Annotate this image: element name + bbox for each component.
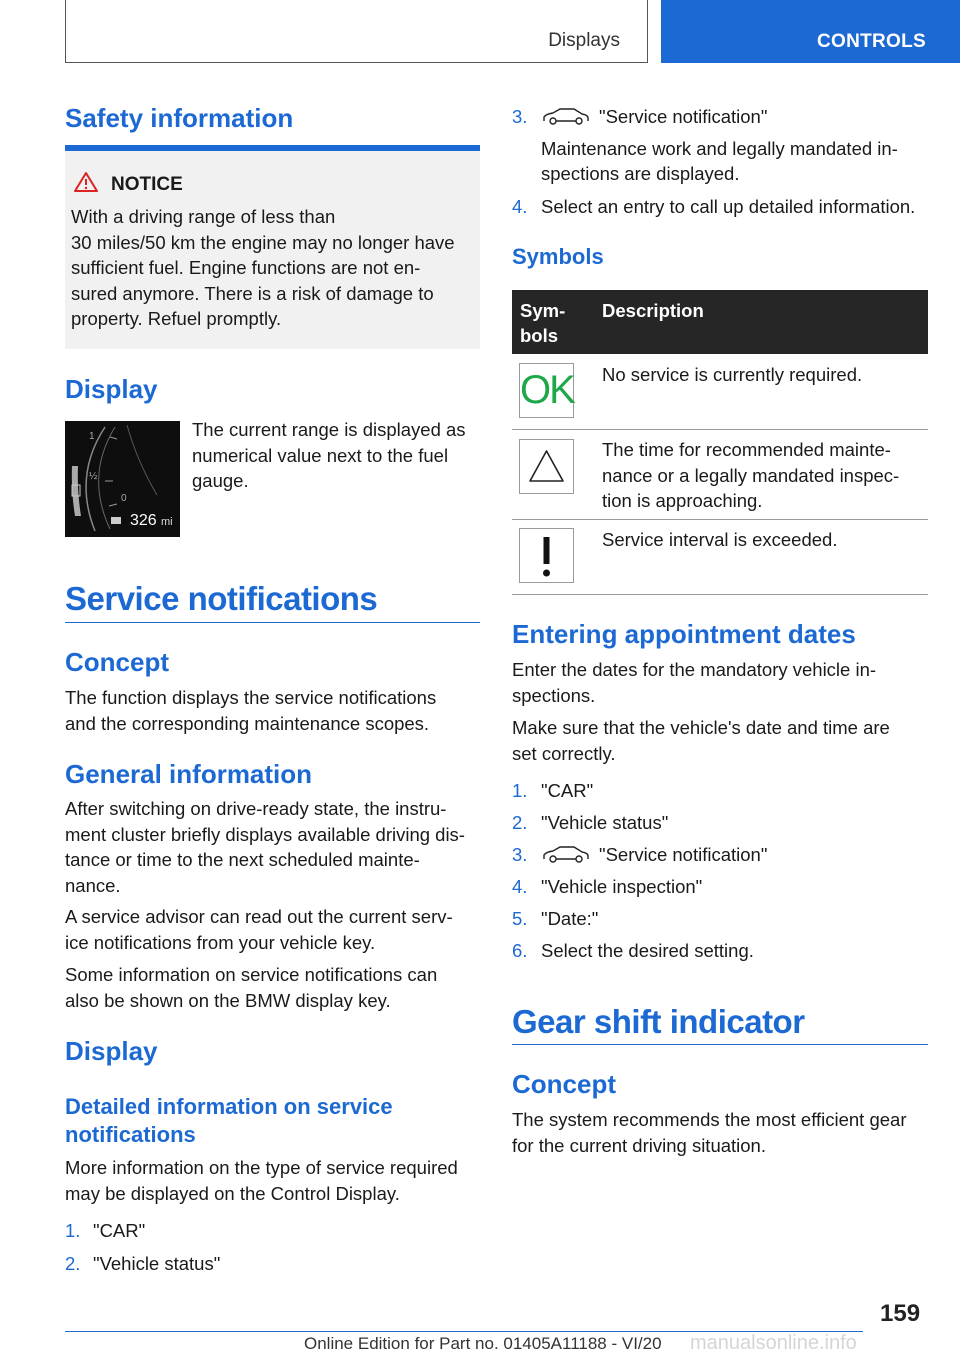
list-number: 2. bbox=[65, 1252, 81, 1274]
exclamation-graphic bbox=[520, 529, 573, 582]
detail-heading-line: notifications bbox=[65, 1122, 196, 1147]
notice-top-bar bbox=[65, 145, 480, 151]
general-line: After switching on drive-ready state, the instru- bbox=[65, 798, 447, 819]
concept-text bbox=[65, 685, 485, 736]
gauge-tick-empty: 0 bbox=[121, 493, 127, 504]
detail-line: may be displayed on the Control Display. bbox=[65, 1182, 400, 1204]
list-number: 5. bbox=[512, 908, 528, 929]
row-desc-line: No service is currently required. bbox=[602, 364, 863, 385]
general-paragraph-2 bbox=[65, 904, 485, 955]
gauge-tick-full: 1 bbox=[89, 431, 95, 442]
table-divider bbox=[512, 429, 928, 430]
list-item bbox=[512, 938, 932, 970]
list-number: 2. bbox=[512, 812, 528, 833]
appointment-line: spections. bbox=[512, 684, 596, 706]
general-line: tance or time to the next scheduled mainte- bbox=[65, 849, 420, 870]
detail-heading-line: Detailed information on service bbox=[65, 1094, 393, 1119]
list-item bbox=[512, 842, 932, 874]
table-divider bbox=[512, 519, 928, 520]
concept-line: and the corresponding maintenance scopes. bbox=[65, 712, 430, 734]
warning-triangle-icon bbox=[73, 171, 99, 193]
ok-icon bbox=[519, 363, 574, 418]
display-subheading: Display bbox=[65, 1036, 158, 1066]
general-information-heading: General information bbox=[65, 759, 313, 789]
row-desc-line: nance or a legally mandated inspec- bbox=[602, 464, 900, 486]
notice-text bbox=[71, 204, 476, 332]
appointment-paragraph-2 bbox=[512, 715, 932, 766]
entering-appointment-dates-heading: Entering appointment dates bbox=[512, 619, 856, 649]
list-text: "CAR" bbox=[541, 780, 594, 801]
general-line: ice notifications from your vehicle key. bbox=[65, 931, 376, 953]
table-row-1-description bbox=[602, 362, 922, 388]
gear-shift-indicator-heading: Gear shift indicator bbox=[512, 1003, 805, 1040]
list-text: "Service notification" bbox=[599, 844, 768, 865]
row-desc-line: The time for recommended mainte- bbox=[602, 439, 891, 460]
appointment-line: Make sure that the vehicle's date and time are bbox=[512, 717, 890, 738]
car-icon bbox=[541, 108, 591, 126]
list-item bbox=[512, 778, 932, 810]
list-item bbox=[512, 104, 932, 130]
heading-rule bbox=[512, 1044, 928, 1045]
list-text: "Service notification" bbox=[599, 106, 768, 127]
list-item bbox=[512, 906, 932, 938]
notice-line: sured anymore. There is a risk of damage to bbox=[71, 282, 434, 304]
list-text: "Vehicle status" bbox=[541, 812, 669, 833]
right-steps-top bbox=[512, 104, 932, 219]
list-item bbox=[512, 194, 932, 220]
exclamation-icon bbox=[519, 528, 574, 583]
display-line: gauge. bbox=[192, 470, 249, 491]
appointment-line: Enter the dates for the mandatory vehicle in- bbox=[512, 659, 877, 680]
detailed-information-text bbox=[65, 1155, 485, 1206]
list-item bbox=[65, 1251, 485, 1277]
concept-line: The function displays the service notifications bbox=[65, 687, 437, 708]
notice-line: With a driving range of less than bbox=[71, 206, 336, 227]
general-line: nance. bbox=[65, 874, 121, 896]
notice-line: sufficient fuel. Engine functions are not en- bbox=[71, 257, 421, 278]
list-number: 1. bbox=[512, 780, 528, 801]
general-line: ment cluster briefly displays available driving dis- bbox=[65, 823, 465, 845]
general-line: A service advisor can read out the current serv- bbox=[65, 906, 453, 927]
ok-symbol-text: OK bbox=[520, 368, 574, 412]
step3-line: Maintenance work and legally mandated in- bbox=[541, 137, 898, 159]
appointment-paragraph-1 bbox=[512, 657, 932, 708]
list-number: 4. bbox=[512, 876, 528, 897]
gear-concept-text bbox=[512, 1107, 932, 1158]
detailed-information-heading bbox=[65, 1093, 393, 1149]
header-symbols-line: bols bbox=[520, 325, 559, 346]
appointment-steps-list bbox=[512, 778, 932, 970]
list-number: 6. bbox=[512, 940, 528, 961]
list-text: Select the desired setting. bbox=[541, 940, 754, 961]
footer-edition: Online Edition for Part no. 01405A11188 - VI/20 bbox=[304, 1334, 662, 1353]
notice-line: 30 miles/50 km the engine may no longer have bbox=[71, 231, 455, 253]
header-symbols bbox=[520, 298, 565, 348]
gauge-range-unit: mi bbox=[161, 516, 173, 528]
left-steps-list bbox=[65, 1218, 485, 1276]
header-symbols-line: Sym- bbox=[520, 300, 566, 321]
symbols-table-header bbox=[512, 290, 928, 354]
general-line: Some information on service notifications can bbox=[65, 964, 438, 985]
appointment-line: set correctly. bbox=[512, 742, 616, 764]
header-chapter-title: CONTROLS bbox=[816, 31, 926, 52]
car-icon bbox=[541, 846, 591, 864]
list-item bbox=[512, 874, 932, 906]
list-number: 3. bbox=[512, 106, 528, 127]
page-number: 159 bbox=[880, 1300, 921, 1327]
header-description: Description bbox=[602, 300, 704, 321]
gear-concept-line: The system recommends the most efficient gear bbox=[512, 1109, 907, 1130]
header-chapter-tab bbox=[661, 0, 960, 63]
triangle-graphic bbox=[520, 440, 573, 493]
heading-rule bbox=[65, 622, 480, 623]
general-line: also be shown on the BMW display key. bbox=[65, 989, 391, 1011]
general-paragraph-3 bbox=[65, 962, 485, 1013]
table-row-3-description bbox=[602, 527, 922, 553]
list-item bbox=[65, 1218, 485, 1244]
table-divider bbox=[512, 594, 928, 595]
list-text: "Date:" bbox=[541, 908, 599, 929]
service-notifications-heading: Service notifications bbox=[65, 580, 378, 617]
row-desc-line: Service interval is exceeded. bbox=[602, 529, 838, 550]
list-number: 1. bbox=[65, 1220, 81, 1241]
list-number: 3. bbox=[512, 844, 528, 865]
gear-concept-line: for the current driving situation. bbox=[512, 1134, 766, 1156]
gauge-range-value: 326 bbox=[130, 512, 157, 529]
list-number: 4. bbox=[512, 195, 528, 217]
fuel-gauge-image bbox=[65, 421, 180, 537]
list-text: "Vehicle inspection" bbox=[541, 876, 703, 897]
concept-heading: Concept bbox=[65, 647, 169, 677]
display-line: The current range is displayed as bbox=[192, 419, 466, 440]
table-row-2-description bbox=[602, 437, 922, 514]
safety-information-heading: Safety information bbox=[65, 103, 294, 133]
header-section-title: Displays bbox=[548, 30, 620, 51]
gauge-tick-half: ½ bbox=[89, 471, 98, 482]
detail-line: More information on the type of service required bbox=[65, 1157, 458, 1178]
display-description bbox=[192, 417, 482, 494]
footer-watermark: manualsonline.info bbox=[690, 1332, 857, 1354]
step3-line: spections are displayed. bbox=[541, 163, 740, 184]
notice-label: NOTICE bbox=[111, 174, 183, 195]
warning-triangle-icon bbox=[519, 439, 574, 494]
display-heading: Display bbox=[65, 374, 158, 404]
header-section-box bbox=[65, 0, 648, 63]
list-item bbox=[512, 810, 932, 842]
symbols-heading: Symbols bbox=[512, 244, 604, 269]
step3-description bbox=[512, 136, 932, 187]
notice-line: property. Refuel promptly. bbox=[71, 308, 282, 329]
list-text: Select an entry to call up detailed information. bbox=[541, 195, 916, 217]
list-text: "CAR" bbox=[93, 1220, 146, 1241]
gear-concept-heading: Concept bbox=[512, 1069, 616, 1099]
row-desc-line: tion is approaching. bbox=[602, 490, 763, 511]
list-text: "Vehicle status" bbox=[93, 1252, 221, 1274]
notice-box bbox=[65, 145, 480, 349]
display-line: numerical value next to the fuel bbox=[192, 444, 449, 466]
general-paragraph-1 bbox=[65, 796, 485, 898]
